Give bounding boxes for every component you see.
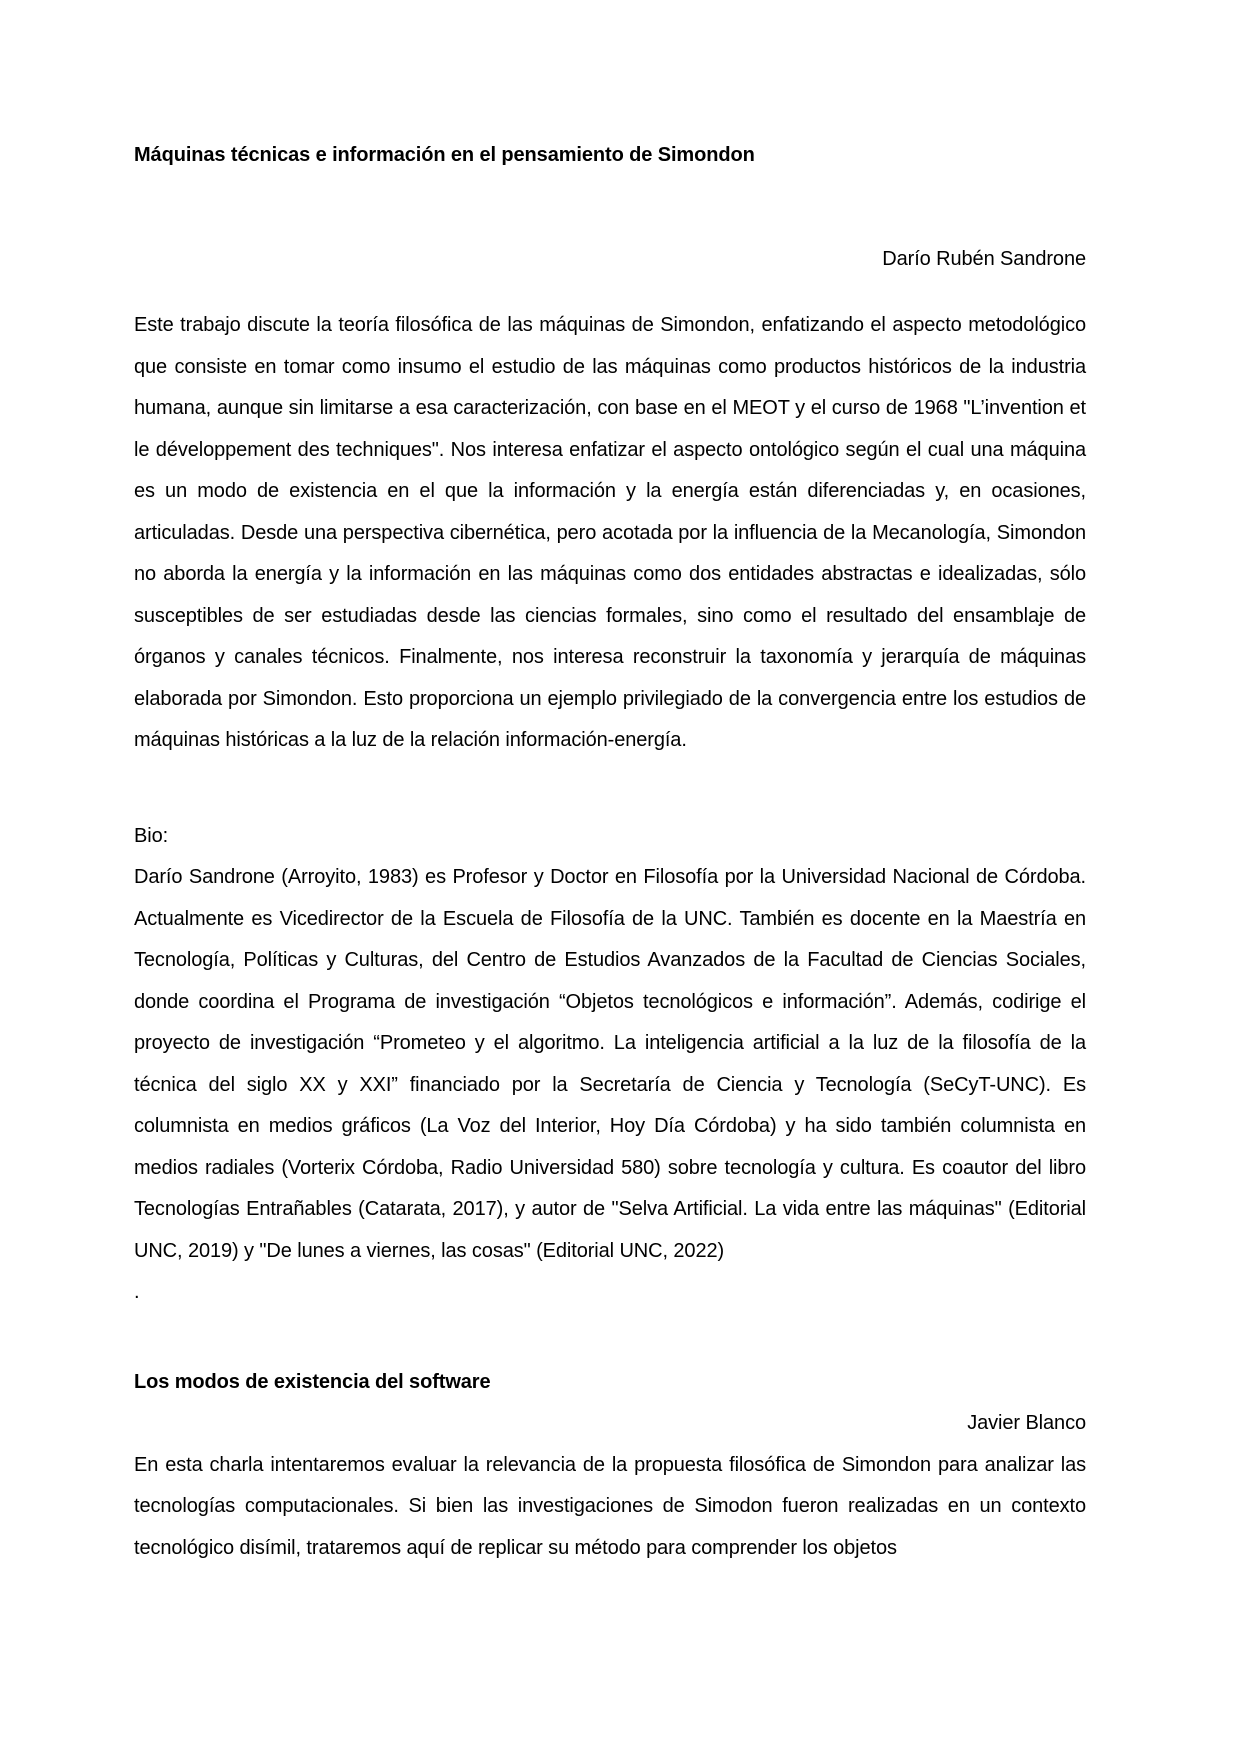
bio-label: Bio: [134, 824, 169, 847]
talk1-abstract: Este trabajo discute la teoría filosófica de las máquinas de Simondon, enfatizando el aspecto metodológico que consiste en tomar como insumo el estudio de las máquinas como productos históricos de la industria humana, aunque sin limitarse a esa caracterización, con base en el MEOT y el curso de 1968 "L’invention et le développement des techniques". Nos interesa enfatizar el aspecto ontológico según el cual una máquina es un modo de existencia en el que la información y la energía están diferenciadas y, en ocasiones, articuladas. Desde una perspectiva cibernética, pero acotada por la influencia de la Mecanología, Simondon no aborda la energía y la información en las máquinas como dos entidades abstractas e idealizadas, sólo susceptibles de ser estudiadas desde las ciencias formales, sino como el resultado del ensamblaje de órganos y canales técnicos. Finalmente, nos interesa reconstruir la taxonomía y jerarquía de máquinas elaborada por Simondon. Esto proporciona un ejemplo privilegiado de la convergencia entre los estudios de máquinas históricas a la luz de la relación información-energía. [134, 314, 1086, 751]
talk2-title: Los modos de existencia del software [134, 1370, 491, 1393]
talk1-title: Máquinas técnicas e información en el pensamiento de Simondon [134, 144, 755, 166]
talk1-bio: Darío Sandrone (Arroyito, 1983) es Profesor y Doctor en Filosofía por la Universidad Nacional de Córdoba. Actualmente es Vicedirector de la Escuela de Filosofía de la UNC. También es docente en la Maestría en Tecnología, Políticas y Culturas, del Centro de Estudios Avanzados de la Facultad de Ciencias Sociales, donde coordina el Programa de investigación “Objetos tecnológicos e información”. Además, codirige el proyecto de investigación “Prometeo y el algoritmo. La inteligencia artificial a la luz de la filosofía de la técnica del siglo XX y XXI” financiado por la Secretaría de Ciencia y Tecnología (SeCyT-UNC). Es columnista en medios gráficos (La Voz del Interior, Hoy Día Córdoba) y ha sido también columnista en medios radiales (Vorterix Córdoba, Radio Universidad 580) sobre tecnología y cultura. Es coautor del libro Tecnologías Entrañables (Catarata, 2017), y autor de "Selva Artificial. La vida entre las máquinas" (Editorial UNC, 2019) y "De lunes a viernes, las cosas" (Editorial UNC, 2022) [134, 866, 1086, 1262]
talk2-author: Javier Blanco [967, 1412, 1086, 1434]
talk2-abstract: En esta charla intentaremos evaluar la relevancia de la propuesta filosófica de Simondon para analizar las tecnologías computacionales. Si bien las investigaciones de Simodon fueron realizadas en un contexto tecnológico disímil, trataremos aquí de replicar su método para comprender los objetos [134, 1453, 1086, 1559]
bio-trailing-period: . [134, 1281, 140, 1303]
document-content [134, 135, 1086, 1569]
talk1-author: Darío Rubén Sandrone [882, 247, 1086, 270]
